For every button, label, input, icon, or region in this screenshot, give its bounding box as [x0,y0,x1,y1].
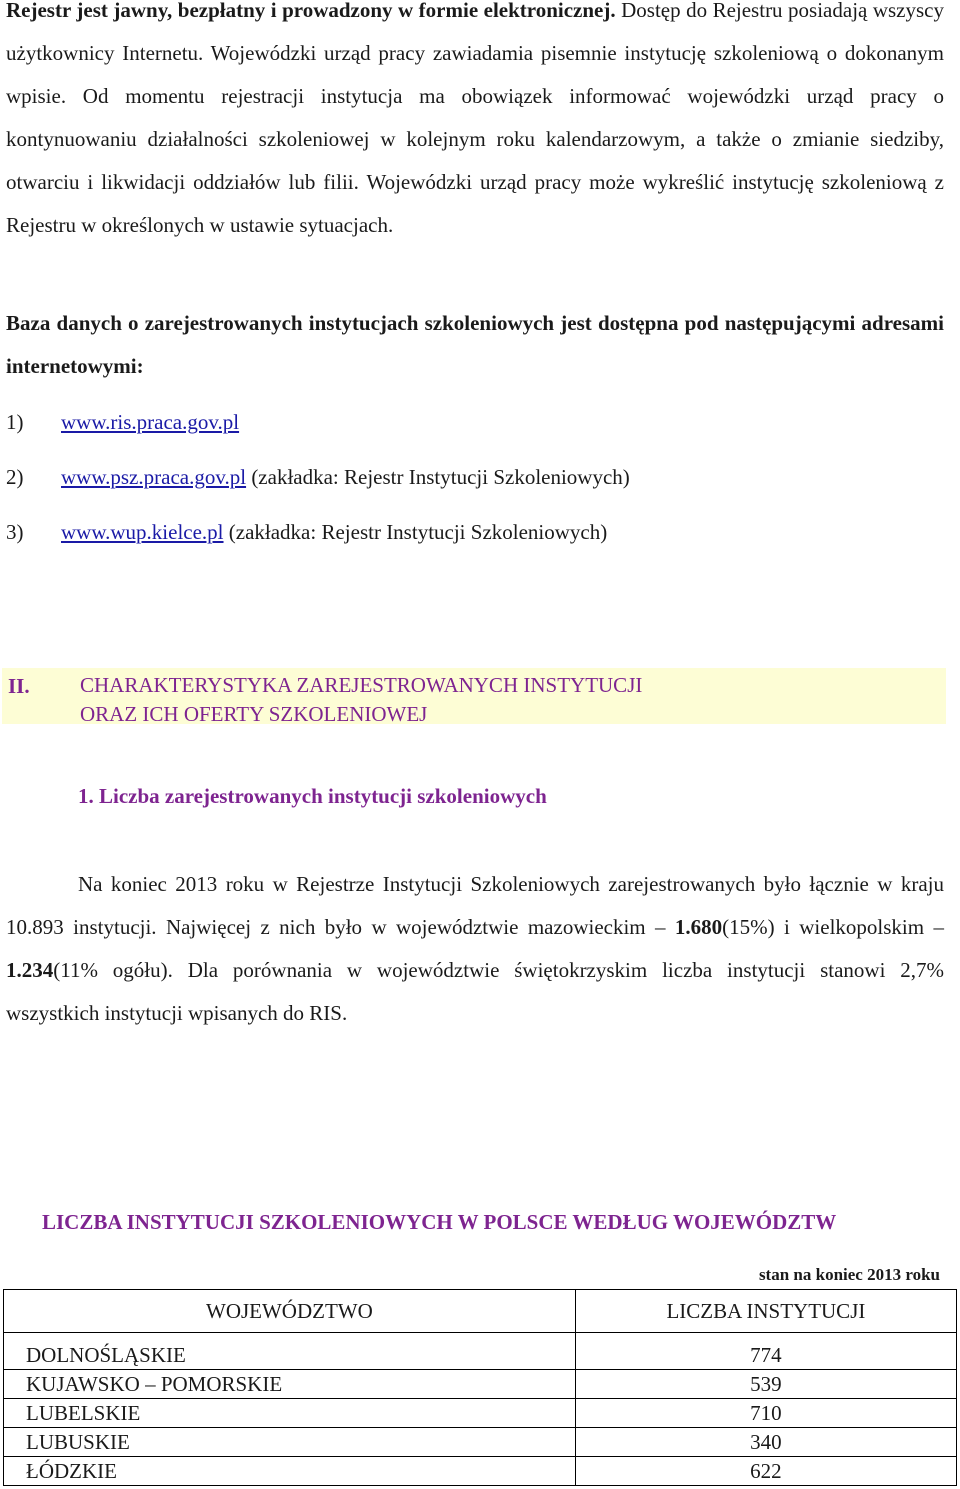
column-header-count: LICZBA INSTYTUCJI [575,1290,956,1333]
paragraph-database-info: Baza danych o zarejestrowanych instytucjach szkoleniowych jest dostępna pod następującymi adresami internetowymi: [6,311,944,378]
table-row: KUJAWSKO – POMORSKIE 539 [4,1370,957,1399]
link-psz[interactable]: www.psz.praca.gov.pl [61,465,247,489]
table-row: ŁÓDZKIE 622 [4,1457,957,1486]
paragraph-bold-lead: Rejestr jest jawny, bezpłatny i prowadzony w formie elektronicznej. [6,0,616,22]
section-heading-box [2,668,946,724]
link-list-item-1: 1) www.ris.praca.gov.pl [6,410,240,434]
section-number: II. [8,674,30,698]
institutions-table [3,1289,957,1486]
link-list-item-2: 2) www.psz.praca.gov.pl (zakładka: Rejestr Instytucji Szkoleniowych) [6,465,630,489]
paragraph-text: Dostęp do Rejestru posiadają wszyscy użytkownicy Internetu. Wojewódzki urząd pracy zawiadamia pisemnie instytucję szkoleniową o dokonanym wpisie. Od momentu rejestracji instytucja ma obowiązek informować wojewódzki urząd pracy o kontynuowaniu działalności szkoleniowej w kolejnym roku kalendarzowym, a także o zmianie siedziby, otwarciu i likwidacji oddziałów lub filii. Wojewódzki urząd pracy może wykreślić instytucję szkoleniową z Rejestru w określonych w ustawie sytuacjach. [6,0,944,237]
section-title: CHARAKTERYSTYKA ZAREJESTROWANYCH INSTYTUCJI ORAZ ICH OFERTY SZKOLENIOWEJ [80,673,643,726]
table-title: LICZBA INSTYTUCJI SZKOLENIOWYCH W POLSCE WEDŁUG WOJEWÓDZTW [42,1210,837,1234]
table-note: stan na koniec 2013 roku [758,1265,940,1284]
subsection-title: 1. Liczba zarejestrowanych instytucji szkoleniowych [78,784,547,808]
table-row: LUBELSKIE 710 [4,1399,957,1428]
link-list-item-3: 3) www.wup.kielce.pl (zakładka: Rejestr Instytucji Szkoleniowych) [6,520,608,544]
paragraph-statistics: Na koniec 2013 roku w Rejestrze Instytucji Szkoleniowych zarejestrowanych było łącznie w kraju 10.893 instytucji. Najwięcej z nich było w województwie mazowieckim – 1.680(15%) i wielkopolskim – 1.234(11% ogółu). Dla porównania w województwie świętokrzyskim liczba instytucji stanowi 2,7% wszystkich instytucji wpisanych do RIS. [6,872,944,1025]
link-ris[interactable]: www.ris.praca.gov.pl [61,410,240,434]
paragraph-register-info [6,0,944,247]
table-row: DOLNOŚLĄSKIE 774 [4,1333,957,1370]
table-header-row [4,1290,957,1333]
table-row: LUBUSKIE 340 [4,1428,957,1457]
link-wup[interactable]: www.wup.kielce.pl [61,520,224,544]
column-header-region: WOJEWÓDZTWO [4,1290,576,1333]
